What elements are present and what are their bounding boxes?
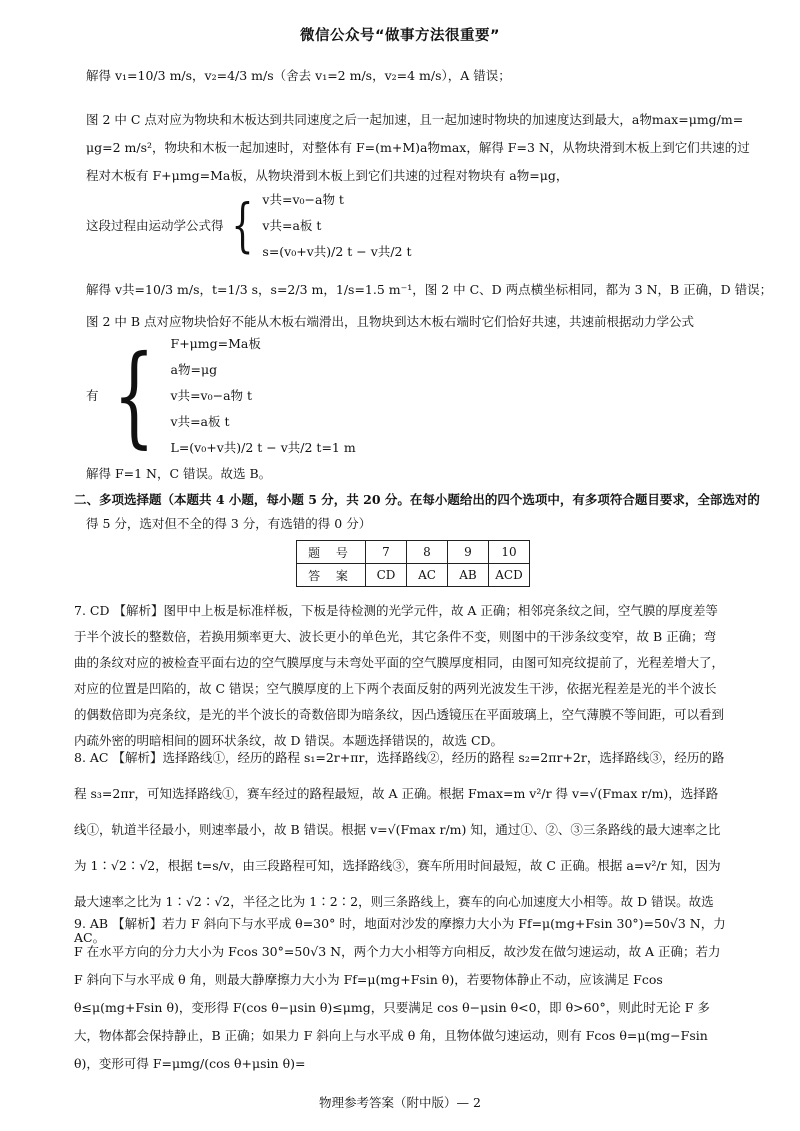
kinematics-system-1	[86, 190, 411, 260]
question-number: 8	[407, 541, 448, 564]
solution-line-7: 图 2 中 B 点对应物块恰好不能从木板右端滑出，且物块到达木板右端时它们恰好共速，共速前根据动力学公式	[86, 314, 695, 329]
table-answer-label: 答 案	[297, 564, 366, 587]
question-7-analysis: 7. CD 【解析】图甲中上板是标准样板，下板是待检测的光学元件，故 A 正确；相邻亮条纹之间，空气膜的厚度差等于半个波长的整数倍，若换用频率更大、波长更小的单色光，其它条件不变，则图中的干涉条纹变窄，故 B 正确；弯曲的条纹对应的被检查平面右边的空气膜厚度与未弯处平面的空气膜厚度相同，由图可知亮纹提前了，光程差增大了，对应的位置是凹陷的，故 C 错误；空气膜厚度的上下两个表面反射的两列光波发生干涉，依据光程差是光的半个波长的偶数倍即为亮条纹，是光的半个波长的奇数倍即为暗条纹，因凸透镜压在平面玻璃上，空气薄膜不等间距，可以看到内疏外密的明暗相间的圆环状条纹，故 D 错误。本题选择错误的，故选 CD。	[74, 603, 725, 748]
solution-line-9: 解得 F=1 N，C 错误。故选 B。	[86, 466, 272, 481]
brace-symbol: {	[230, 191, 254, 259]
answer-table	[296, 540, 530, 587]
question-number: 10	[489, 541, 530, 564]
answer-value: ACD	[489, 564, 530, 587]
equation: F+μmg=Ma板	[170, 336, 261, 351]
table-header-label: 题 号	[297, 541, 366, 564]
question-number: 9	[448, 541, 489, 564]
equation: s=(v₀+v共)/2 t − v共/2 t	[262, 244, 412, 259]
equation: v共=v₀−a物 t	[262, 192, 344, 207]
brace-symbol: {	[112, 331, 155, 459]
dynamics-system-2	[86, 331, 356, 459]
equation: v共=a板 t	[170, 414, 230, 429]
solution-line-4: 程对木板有 F+μmg=Ma板，从物块滑到木板上到它们共速的过程对物块有 a物=μg，	[86, 168, 569, 183]
question-number: 7	[366, 541, 407, 564]
section-2-heading: 二、多项选择题（本题共 4 小题，每小题 5 分，共 20 分。在每小题给出的四个选项中，有多项符合题目要求，全部选对的	[74, 492, 760, 507]
equation: a物=μg	[170, 362, 218, 377]
solution-line-6: 解得 v共=10/3 m/s，t=1/3 s，s=2/3 m，1/s=1.5 m⁻¹，图 2 中 C、D 两点横坐标相同，都为 3 N，B 正确，D 错误；	[86, 282, 773, 297]
answer-value: CD	[366, 564, 407, 587]
equation: v共=v₀−a物 t	[170, 388, 253, 403]
solution-line-3: μg=2 m/s²，物块和木板一起加速时，对整体有 F=(m+M)a物max，解得 F=3 N，从物块滑到木板上到它们共速的过	[86, 140, 750, 155]
equation: v共=a板 t	[262, 218, 322, 233]
page-footer: 物理参考答案（附中版）— 2	[319, 1095, 481, 1110]
question-9-analysis: 9. AB 【解析】若力 F 斜向下与水平成 θ=30° 时，地面对沙发的摩擦力大小为 Ff=μ(mg+Fsin 30°)=50√3 N，力 F 在水平方向的分力大小为 Fcos 30°=50√3 N，两个力大小相等方向相反，故沙发在做匀速运动，故 A 正确；若力 F 斜向下与水平成 θ 角，则最大静摩擦力大小为 Ff=μ(mg+Fsin θ)，若要物体静止不动，应该满足 Fcos θ≤μ(mg+Fsin θ)，变形得 F(cos θ−μsin θ)≤μmg，只要满足 cos θ−μsin θ<0，即 θ>60°，则此时无论 F 多大，物体都会保持静止，B 正确；如果力 F 斜向上与水平成 θ 角，且物体做匀速运动，则有 Fcos θ=μ(mg−Fsin θ)，变形可得 F=μmg/(cos θ+μsin θ)=	[74, 916, 726, 1071]
question-8-analysis: 8. AC 【解析】选择路线①，经历的路程 s₁=2r+πr，选择路线②，经历的路程 s₂=2πr+2r，选择路线③，经历的路程 s₃=2πr，可知选择路线①，赛车经过的路程最短，故 A 正确。根据 Fmax=m v²/r 得 v=√(Fmax r/m)，选择路线①，轨道半径最小，则速率最小，故 B 错误。根据 v=√(Fmax r/m) 知，通过①、②、③三条路线的最大速率之比为 1∶√2∶√2，根据 t=s/v，由三段路程可知，选择路线③，赛车所用时间最短，故 C 正确。根据 a=v²/r 知，因为最大速率之比为 1∶√2∶√2，半径之比为 1∶2∶2，则三条路线上，赛车的向心加速度大小相等。故 D 错误。故选 AC。	[74, 750, 725, 945]
equation: L=(v₀+v共)/2 t − v共/2 t=1 m	[170, 440, 356, 455]
system-label: 这段过程由运动学公式得	[86, 218, 224, 233]
page-header: 微信公众号“做事方法很重要”	[299, 28, 501, 44]
system-label: 有	[86, 388, 99, 403]
answer-value: AC	[407, 564, 448, 587]
solution-line-1: 解得 v₁=10/3 m/s，v₂=4/3 m/s（舍去 v₁=2 m/s，v₂=4 m/s），A 错误；	[86, 68, 511, 83]
section-2-heading-cont: 得 5 分，选对但不全的得 3 分，有选错的得 0 分）	[86, 516, 372, 531]
solution-line-2: 图 2 中 C 点对应为物块和木板达到共同速度之后一起加速，且一起加速时物块的加速度达到最大，a物max=μmg/m=	[86, 112, 744, 127]
answer-value: AB	[448, 564, 489, 587]
